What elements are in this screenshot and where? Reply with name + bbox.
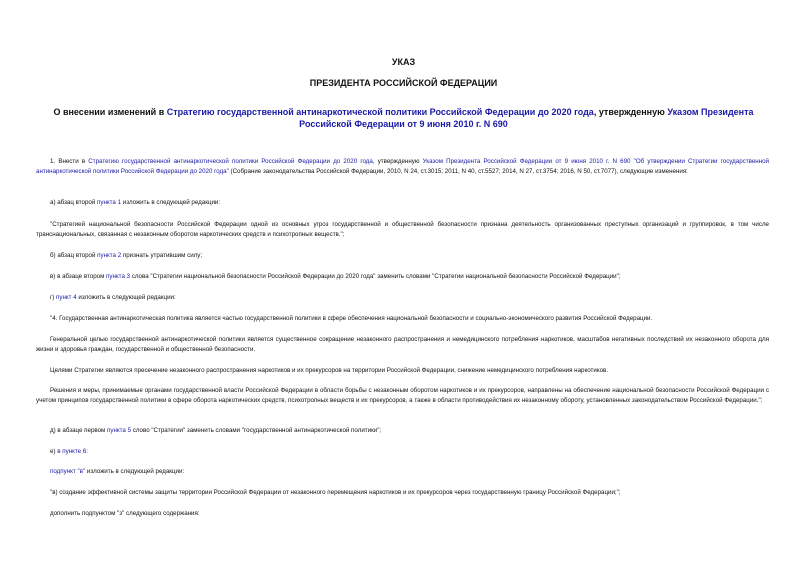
paragraph-8: Генеральной целью государственной антинаркотической политики является существенное сокращение незаконного распространения и немедицинского потребления наркотиков, масштабов негативных последствий их незаконного оборота для жизни и здоровья граждан, государственной и общественной безопасности.	[36, 336, 769, 353]
paragraph-12	[36, 447, 769, 457]
paragraph-text: (Собрание законодательства Российской Федерации, 2010, N 24, ст.3015; 2011, N 40, ст.5527; 2014, N 27, ст.3754; 2016, N 50, ст.7077), следующие изменения:	[228, 167, 688, 175]
clause-4-link[interactable]: пункт 4	[56, 294, 77, 301]
paragraph-text: г)	[50, 294, 57, 301]
paragraph-9: Целями Стратегии являются пресечение незаконного распространения наркотиков и их прекурсоров на территории Российской Федерации, снижение немедицинского потребления наркотиков.	[50, 367, 609, 374]
paragraph-1	[36, 157, 769, 176]
document-type-heading: УКАЗ	[391, 57, 416, 67]
paragraph-text: 1. Внести в	[50, 158, 89, 165]
paragraph-2	[36, 198, 769, 208]
strategy-link[interactable]: Стратегию государственной антинаркотической политики Российской Федерации до 2020 года	[88, 158, 373, 165]
clause-5-link[interactable]: пункта 5	[107, 427, 132, 434]
issuer-heading: ПРЕЗИДЕНТА РОССИЙСКОЙ ФЕДЕРАЦИИ	[309, 78, 498, 88]
paragraph-text: е)	[50, 448, 58, 455]
paragraph-4	[36, 251, 769, 261]
paragraph-text: слово "Стратегии" заменить словами "государственной антинаркотической политики";	[131, 427, 382, 434]
paragraph-text: признать утратившим силу;	[121, 252, 203, 259]
clause-6-link[interactable]: в пункте 6	[57, 448, 87, 455]
clause-1-link[interactable]: пункта 1	[97, 199, 122, 206]
title-text: , утвержденную	[593, 107, 668, 117]
paragraph-text: :	[86, 448, 88, 455]
paragraph-14: "в) создание эффективной системы защиты территории Российской Федерации от незаконного перемещения наркотиков и их прекурсоров через государственную границу Российской Федерации;";	[50, 489, 621, 496]
paragraph-text: а) абзац второй	[50, 199, 98, 206]
decree-link[interactable]: Указом Президента Российской Федерации от 9 июня 2010 г. N 690 "Об утверждении Стратегии государственной антинаркотической политики Российской Федерации до 2020 года"	[36, 158, 769, 175]
paragraph-7: "4. Государственная антинаркотическая политика является частью государственной политики в сфере обеспечения национальной безопасности и социально-экономического развития Российской Федерации.	[50, 315, 653, 322]
paragraph-15: дополнить подпунктом "з" следующего содержания:	[50, 510, 200, 517]
subclause-v-link[interactable]: подпункт "в"	[50, 468, 86, 475]
paragraph-text: изложить в следующей редакции:	[121, 199, 221, 206]
decree-link[interactable]: Указом Президента Российской Федерации от 9 июня 2010 г. N 690	[299, 107, 754, 129]
title-text: О внесении изменений в	[53, 107, 167, 117]
paragraph-text: д) в абзаце первом	[50, 427, 108, 434]
paragraph-13	[36, 467, 769, 477]
paragraph-text: слова "Стратегии национальной безопасности Российской Федерации до 2020 года" заменить словами "Стратегии национальной безопасности Российской Федерации";	[130, 273, 621, 280]
paragraph-text: в) в абзаце втором	[50, 273, 107, 280]
clause-3-link[interactable]: пункта 3	[106, 273, 131, 280]
paragraph-text: изложить в следующей редакции:	[76, 294, 176, 301]
paragraph-text: , утвержденную	[372, 158, 423, 165]
paragraph-text: изложить в следующей редакции:	[85, 468, 185, 475]
document-title	[50, 106, 757, 130]
paragraph-11	[36, 426, 769, 436]
clause-2-link[interactable]: пункта 2	[97, 252, 122, 259]
paragraph-6	[36, 293, 769, 303]
paragraph-5	[36, 272, 769, 282]
paragraph-10: Решения и меры, принимаемые органами государственной власти Российской Федерации в области борьбы с незаконным оборотом наркотиков и их прекурсоров, направлены на обеспечение национальной безопасности Российской Федерации с учетом принципов государственной политики в сфере оборота наркотических средств, психотропных веществ и их прекурсоров, а также в области противодействия их незаконному обороту, установленных законодательством Российской Федерации.";	[36, 387, 769, 404]
paragraph-text: б) абзац второй	[50, 252, 98, 259]
strategy-link[interactable]: Стратегию государственной антинаркотической политики Российской Федерации до 2020 года	[166, 107, 594, 117]
paragraph-3: "Стратегией национальной безопасности Российской Федерации одной из основных угроз государственной и общественной безопасности признана деятельность организованных преступных организаций и группировок, в том числе транснациональных, связанная с незаконным оборотом наркотических средств и психотропных веществ.";	[36, 221, 769, 238]
